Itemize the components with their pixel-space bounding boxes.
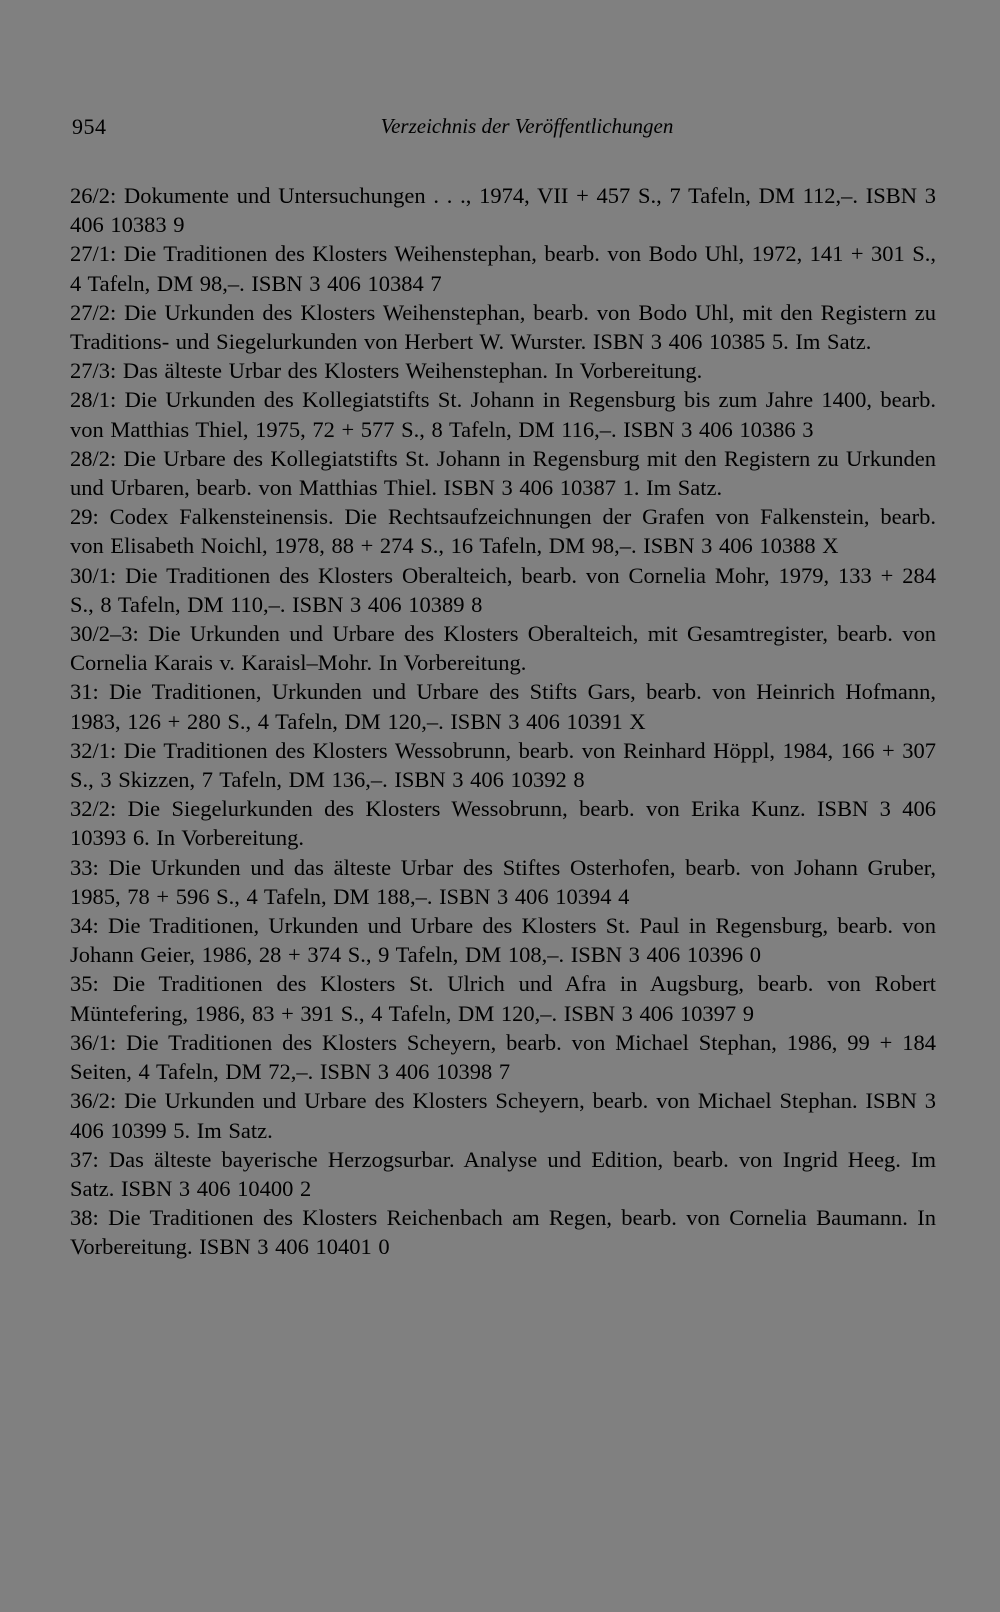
publication-entry: 37: Das älteste bayerische Herzogsurbar. Analyse und Edition, bearb. von Ingrid Heeg. Im Satz. ISBN 3 406 10400 2 — [70, 1146, 936, 1201]
publication-entry: 30/2–3: Die Urkunden und Urbare des Klosters Oberalteich, mit Gesamtregister, bearb. von Cornelia Karais v. Karaisl–Mohr. In Vorbereitung. — [70, 621, 936, 676]
running-head — [72, 114, 942, 144]
publication-entry: 29: Codex Falkensteinensis. Die Rechtsaufzeichnungen der Grafen von Falkenstein, bearb. von Elisabeth Noichl, 1978, 88 + 274 S., 16 Tafeln, DM 98,–. ISBN 3 406 10388 X — [70, 504, 936, 559]
publication-entry: 33: Die Urkunden und das älteste Urbar des Stiftes Osterhofen, bearb. von Johann Gruber, 1985, 78 + 596 S., 4 Tafeln, DM 188,–. ISBN 3 406 10394 4 — [70, 854, 936, 909]
publication-entry: 34: Die Traditionen, Urkunden und Urbare des Klosters St. Paul in Regensburg, bearb. von Johann Geier, 1986, 28 + 374 S., 9 Tafeln, DM 108,–. ISBN 3 406 10396 0 — [70, 913, 936, 968]
running-title: Verzeichnis der Veröffentlichungen — [380, 114, 674, 138]
publication-entry: 28/2: Die Urbare des Kollegiatstifts St. Johann in Regensburg mit den Registern zu Urkunden und Urbaren, bearb. von Matthias Thiel. ISBN 3 406 10387 1. Im Satz. — [70, 445, 936, 501]
publication-entry: 27/2: Die Urkunden des Klosters Weihenstephan, bearb. von Bodo Uhl, mit den Registern zu Traditions- und Siegelurkunden von Herbert W. Wurster. ISBN 3 406 10385 5. Im Satz. — [70, 299, 936, 355]
publication-entry: 28/1: Die Urkunden des Kollegiatstifts St. Johann in Regensburg bis zum Jahre 1400, bearb. von Matthias Thiel, 1975, 72 + 577 S., 8 Tafeln, DM 116,–. ISBN 3 406 10386 3 — [70, 387, 936, 442]
publication-entry: 27/1: Die Traditionen des Klosters Weihenstephan, bearb. von Bodo Uhl, 1972, 141 + 301 S., 4 Tafeln, DM 98,–. ISBN 3 406 10384 7 — [70, 241, 936, 296]
publication-entry: 32/1: Die Traditionen des Klosters Wessobrunn, bearb. von Reinhard Höppl, 1984, 166 + 307 S., 3 Skizzen, 7 Tafeln, DM 136,–. ISBN 3 406 10392 8 — [70, 737, 936, 793]
publication-entry: 27/3: Das älteste Urbar des Klosters Weihenstephan. In Vorbereitung. — [70, 358, 703, 384]
publication-entry: 38: Die Traditionen des Klosters Reichenbach am Regen, bearb. von Cornelia Baumann. In Vorbereitung. ISBN 3 406 10401 0 — [70, 1205, 936, 1260]
publication-entry: 35: Die Traditionen des Klosters St. Ulrich und Afra in Augsburg, bearb. von Robert Müntefering, 1986, 83 + 391 S., 4 Tafeln, DM 120,–. ISBN 3 406 10397 9 — [70, 971, 936, 1026]
page-number: 954 — [72, 114, 107, 139]
publication-list — [70, 181, 936, 1262]
publication-entry: 32/2: Die Siegelurkunden des Klosters Wessobrunn, bearb. von Erika Kunz. ISBN 3 406 10393 6. In Vorbereitung. — [70, 796, 936, 851]
publication-entry: 30/1: Die Traditionen des Klosters Oberalteich, bearb. von Cornelia Mohr, 1979, 133 + 284 S., 8 Tafeln, DM 110,–. ISBN 3 406 10389 8 — [70, 562, 936, 617]
publication-entry: 31: Die Traditionen, Urkunden und Urbare des Stifts Gars, bearb. von Heinrich Hofmann, 1983, 126 + 280 S., 4 Tafeln, DM 120,–. ISBN 3 406 10391 X — [70, 679, 936, 734]
publication-entry: 26/2: Dokumente und Untersuchungen . . ., 1974, VII + 457 S., 7 Tafeln, DM 112,–. ISBN 3 406 10383 9 — [70, 183, 936, 238]
publication-entry: 36/2: Die Urkunden und Urbare des Klosters Scheyern, bearb. von Michael Stephan. ISBN 3 406 10399 5. Im Satz. — [70, 1088, 936, 1143]
publication-entry: 36/1: Die Traditionen des Klosters Scheyern, bearb. von Michael Stephan, 1986, 99 + 184 Seiten, 4 Tafeln, DM 72,–. ISBN 3 406 10398 7 — [70, 1029, 936, 1085]
